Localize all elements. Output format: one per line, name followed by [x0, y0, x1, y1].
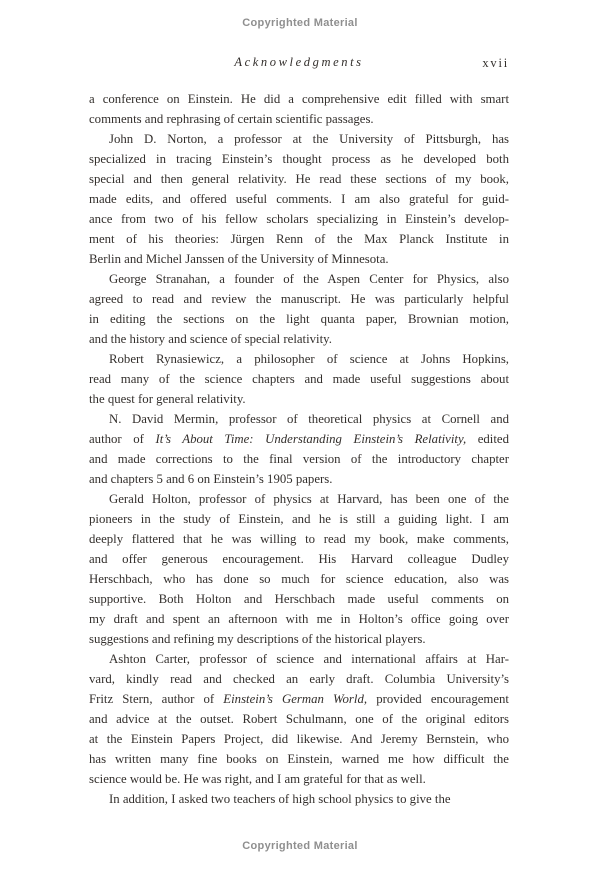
- text-line: in editing the sections on the light quanta paper, Brownian motion,: [89, 312, 509, 326]
- text-line: pioneers in the study of Einstein, and he is still a guiding light. I am: [89, 512, 509, 526]
- text-line: Berlin and Michel Janssen of the University of Minnesota.: [89, 252, 389, 266]
- text-line: special and then general relativity. He read these sections of my book,: [89, 172, 509, 186]
- text-line: ance from two of his fellow scholars specializing in Einstein’s develop-: [89, 212, 509, 226]
- text-line: In addition, I asked two teachers of high school physics to give the: [109, 792, 451, 806]
- text-line: Herschbach, who has done so much for science education, also was: [89, 572, 509, 586]
- text-line: author of It’s About Time: Understanding Einstein’s Relativity, edited: [89, 432, 509, 446]
- text-line: ment of his theories: Jürgen Renn of the Max Planck Institute in: [89, 232, 509, 246]
- text-line: Gerald Holton, professor of physics at Harvard, has been one of the: [109, 492, 509, 506]
- text-line: Fritz Stern, author of Einstein’s German World, provided encouragement: [89, 692, 509, 706]
- text-line: read many of the science chapters and made useful suggestions about: [89, 372, 509, 386]
- copyright-banner-bottom: Copyrighted Material: [242, 840, 358, 852]
- text-line: suggestions and refining my descriptions of the historical players.: [89, 632, 426, 646]
- page-number: xvii: [482, 56, 509, 70]
- text-line: Ashton Carter, professor of science and international affairs at Har-: [109, 652, 509, 666]
- text-line: comments and rephrasing of certain scientific passages.: [89, 112, 374, 126]
- text-line: vard, kindly read and checked an early draft. Columbia University’s: [89, 672, 509, 686]
- text-line: has written many fine books on Einstein, warned me how difficult the: [89, 752, 509, 766]
- body-text: [89, 89, 509, 809]
- text-line: at the Einstein Papers Project, did likewise. And Jeremy Bernstein, who: [89, 732, 509, 746]
- text-line: and offer generous encouragement. His Harvard colleague Dudley: [89, 552, 509, 566]
- copyright-banner-top: Copyrighted Material: [242, 17, 358, 29]
- text-line: and the history and science of special relativity.: [89, 332, 332, 346]
- page-heading: Acknowledgments: [234, 55, 364, 69]
- text-line: science would be. He was right, and I am grateful for that as well.: [89, 772, 426, 786]
- text-line: supportive. Both Holton and Herschbach made useful comments on: [89, 592, 509, 606]
- text-line: George Stranahan, a founder of the Aspen Center for Physics, also: [109, 272, 509, 286]
- text-line: specialized in tracing Einstein’s thought process as he developed both: [89, 152, 509, 166]
- text-line: agreed to read and review the manuscript. He was particularly helpful: [89, 292, 509, 306]
- text-line: made edits, and offered useful comments. I am also grateful for guid-: [89, 192, 509, 206]
- text-line: Robert Rynasiewicz, a philosopher of science at Johns Hopkins,: [109, 352, 509, 366]
- text-line: N. David Mermin, professor of theoretical physics at Cornell and: [109, 412, 509, 426]
- running-head: [89, 55, 509, 72]
- text-line: my draft and spent an afternoon with me in Holton’s office going over: [89, 612, 509, 626]
- text-line: a conference on Einstein. He did a comprehensive edit filled with smart: [89, 92, 509, 106]
- text-line: and advice at the outset. Robert Schulmann, one of the original editors: [89, 712, 509, 726]
- text-line: and chapters 5 and 6 on Einstein’s 1905 papers.: [89, 472, 333, 486]
- text-line: deeply flattered that he was willing to read my book, make comments,: [89, 532, 509, 546]
- text-line: the quest for general relativity.: [89, 392, 246, 406]
- text-line: and made corrections to the final version of the introductory chapter: [89, 452, 509, 466]
- text-line: John D. Norton, a professor at the University of Pittsburgh, has: [109, 132, 509, 146]
